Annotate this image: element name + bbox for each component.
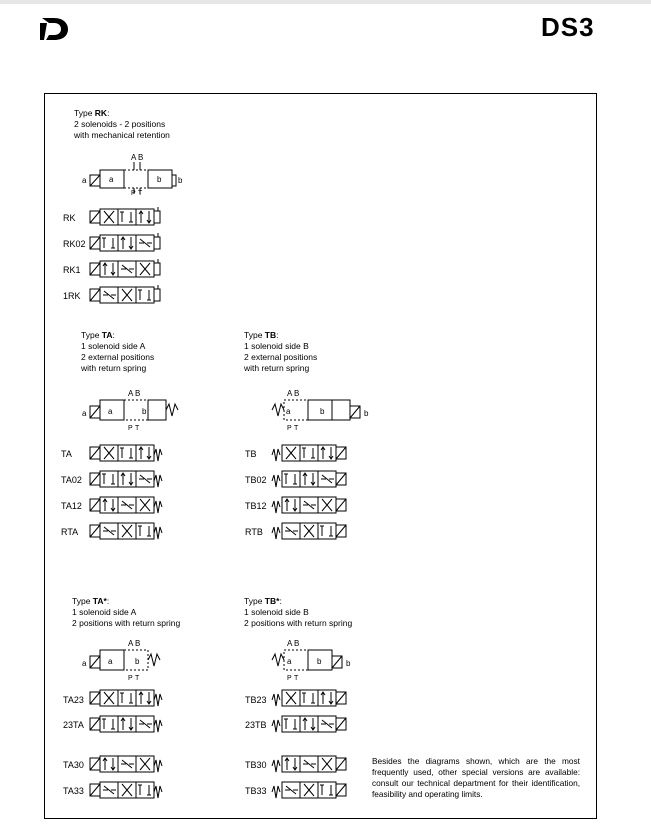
variant-label: TB02 [245, 475, 267, 485]
port-p-label: P [128, 675, 133, 682]
variant-label: 1RK [63, 291, 81, 301]
variant-label: TA23 [63, 695, 84, 705]
pos-b-label: b [320, 407, 325, 416]
type-prefix: Type [244, 596, 265, 606]
desc-line: 1 solenoid side B [244, 607, 309, 617]
pos-b-label: b [157, 175, 162, 184]
port-b-label: B [135, 389, 141, 398]
port-a-label: A [287, 639, 293, 648]
pos-b-label: b [317, 657, 322, 666]
valve-spool-symbol [272, 495, 352, 515]
valve-spool-symbol [272, 443, 352, 463]
variant-label: TB12 [245, 501, 267, 511]
desc-line: 2 external positions [244, 352, 318, 362]
rk-port-diagram [82, 150, 182, 195]
sol-a-label: a [82, 409, 87, 418]
type-name: RK [94, 108, 108, 118]
pos-a-label: a [108, 407, 113, 416]
desc-line: with mechanical retention [74, 130, 170, 140]
type-name: TA [101, 330, 113, 340]
valve-spool-symbol [90, 521, 170, 541]
type-suffix: : [279, 596, 282, 606]
port-b-label: B [294, 389, 300, 398]
port-t-label: T [135, 425, 140, 432]
valve-spool-symbol [90, 207, 170, 227]
port-p-label: P [287, 675, 292, 682]
type-prefix: Type [244, 330, 265, 340]
variant-label: 23TA [63, 720, 84, 730]
port-t-label: T [138, 190, 143, 197]
tb-description [244, 330, 317, 374]
desc-line: with return spring [81, 363, 147, 373]
pos-a-label: a [108, 657, 113, 666]
pos-a-label: a [286, 407, 291, 416]
port-a-label: A [131, 153, 137, 162]
valve-spool-symbol [90, 443, 170, 463]
valve-spool-symbol [272, 780, 352, 800]
type-prefix: Type [72, 596, 93, 606]
variant-label: 23TB [245, 720, 267, 730]
type-suffix: : [112, 330, 115, 340]
valve-spool-symbol [272, 521, 352, 541]
port-t-label: T [135, 675, 140, 682]
valve-spool-symbol [272, 688, 352, 708]
port-t-label: T [294, 425, 299, 432]
variant-label: TB [245, 449, 257, 459]
variant-label: RK1 [63, 265, 81, 275]
sol-b-label: b [178, 176, 183, 185]
top-strip [0, 0, 651, 4]
port-b-label: B [135, 639, 141, 648]
port-a-label: A [287, 389, 293, 398]
valve-spool-symbol [90, 688, 170, 708]
variant-label: TB23 [245, 695, 267, 705]
valve-spool-symbol [272, 714, 352, 734]
valve-spool-symbol [90, 714, 170, 734]
tb-star-description [244, 596, 352, 629]
valve-spool-symbol [272, 469, 352, 489]
variant-label: RK [63, 213, 76, 223]
valve-spool-symbol [90, 285, 170, 305]
port-t-label: T [294, 675, 299, 682]
valve-spool-symbol [90, 233, 170, 253]
desc-line: 2 positions with return spring [72, 618, 181, 628]
valve-spool-symbol [90, 469, 170, 489]
port-a-label: A [128, 389, 134, 398]
special-versions-note: Besides the diagrams shown, which are the most frequently used, other special versions are available: consult our technical department for their identification, feasibility and operating limits. [372, 756, 580, 799]
rk-description [74, 108, 170, 141]
ta-star-description [72, 596, 180, 629]
type-prefix: Type [74, 108, 95, 118]
desc-line: 1 solenoid side B [244, 341, 309, 351]
ta-star-port-diagram [82, 636, 182, 681]
desc-line: 2 solenoids - 2 positions [74, 119, 166, 129]
valve-spool-symbol [90, 495, 170, 515]
sol-a-label: a [82, 659, 87, 668]
sol-b-label: b [346, 659, 351, 668]
port-b-label: B [294, 639, 300, 648]
catalog-code: DS3 [541, 12, 595, 42]
tb-star-port-diagram [272, 636, 372, 681]
variant-label: TB30 [245, 760, 267, 770]
type-suffix: : [276, 330, 279, 340]
variant-label: TA02 [61, 475, 82, 485]
variant-label: TB33 [245, 786, 267, 796]
pos-a-label: a [287, 657, 292, 666]
port-p-label: P [287, 425, 292, 432]
variant-label: RTA [61, 527, 79, 537]
pos-a-label: a [109, 175, 114, 184]
desc-line: 2 external positions [81, 352, 155, 362]
desc-line: with return spring [244, 363, 310, 373]
variant-label: TA [61, 449, 72, 459]
desc-line: 2 positions with return spring [244, 618, 353, 628]
valve-spool-symbol [90, 259, 170, 279]
variant-label: RTB [245, 527, 263, 537]
valve-spool-symbol [90, 754, 170, 774]
port-b-label: B [138, 153, 144, 162]
variant-label: TA12 [61, 501, 82, 511]
type-name: TB [264, 330, 277, 340]
type-name: TA* [92, 596, 107, 606]
port-p-label: P [131, 190, 136, 197]
variant-label: TA33 [63, 786, 84, 796]
company-logo [40, 16, 70, 42]
variant-label: TA30 [63, 760, 84, 770]
type-suffix: : [107, 108, 110, 118]
desc-line: 1 solenoid side A [81, 341, 146, 351]
port-p-label: P [128, 425, 133, 432]
type-suffix: : [106, 596, 110, 606]
valve-spool-symbol [90, 780, 170, 800]
desc-line: 1 solenoid side A [72, 607, 137, 617]
type-prefix: Type [81, 330, 102, 340]
pos-b-label: b [142, 407, 147, 416]
port-a-label: A [128, 639, 134, 648]
tb-port-diagram [272, 388, 372, 433]
pos-b-label: b [135, 657, 140, 666]
sol-b-label: b [364, 409, 369, 418]
valve-spool-symbol [272, 754, 352, 774]
variant-label: RK02 [63, 239, 86, 249]
ta-description [81, 330, 154, 374]
ta-port-diagram [82, 388, 182, 433]
type-name: TB* [264, 596, 280, 606]
sol-a-label: a [82, 176, 87, 185]
